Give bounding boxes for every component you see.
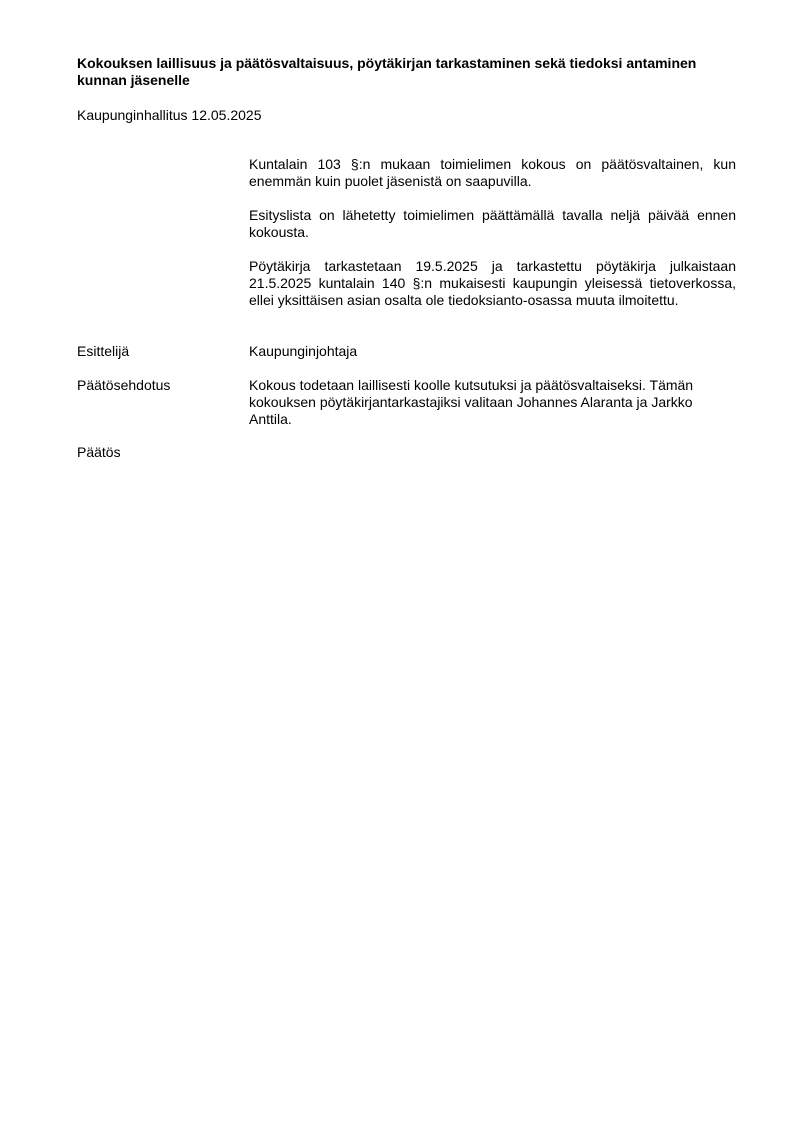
paatosehdotus-value: Kokous todetaan laillisesti koolle kutsutuksi ja päätösvaltaiseksi. Tämän kokouksen pöytäkirjantarkastajiksi valitaan Johannes Alaranta ja Jarkko Anttila. [249, 377, 694, 427]
paatos-label: Päätös [77, 444, 121, 460]
intro-section [249, 156, 736, 326]
intro-paragraph-minutes: Pöytäkirja tarkastetaan 19.5.2025 ja tarkastettu pöytäkirja julkaistaan 21.5.2025 kuntalain 140 §:n mukaisesti kaupungin yleisessä tietoverkossa, ellei yksittäisen asian osalta ole tiedoksianto-osassa muuta ilmoitettu. [249, 258, 736, 308]
paatosehdotus-label: Päätösehdotus [77, 377, 171, 393]
esittelija-value: Kaupunginjohtaja [249, 343, 358, 359]
intro-paragraph-agenda: Esityslista on lähetetty toimielimen päättämällä tavalla neljä päivää ennen kokousta. [249, 207, 736, 240]
meeting-info: Kaupunginhallitus 12.05.2025 [77, 107, 262, 123]
esittelija-label: Esittelijä [77, 343, 130, 359]
document-title: Kokouksen laillisuus ja päätösvaltaisuus, pöytäkirjan tarkastaminen sekä tiedoksi antaminen kunnan jäsenelle [77, 55, 697, 88]
intro-paragraph-quorum: Kuntalain 103 §:n mukaan toimielimen kokous on päätösvaltainen, kun enemmän kuin puolet jäsenistä on saapuvilla. [249, 156, 736, 189]
